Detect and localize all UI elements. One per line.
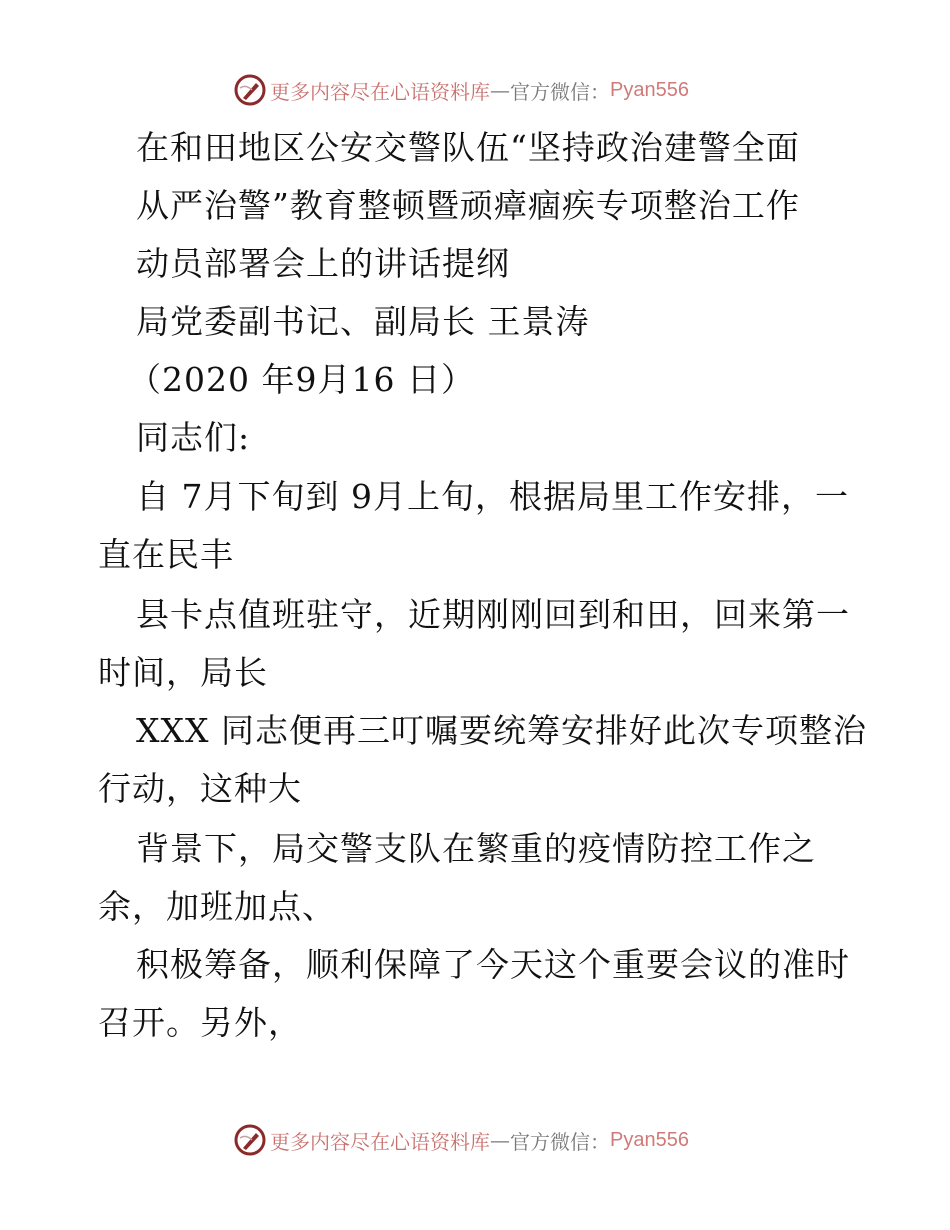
body-line: 积极筹备，顺利保障了今天这个重要会议的准时 <box>136 945 850 984</box>
watermark-site-text: 更多内容尽在心语资料库 <box>270 1129 490 1154</box>
body-line: 直在民丰 <box>98 535 234 574</box>
body-line: 县卡点值班驻守，近期刚刚回到和田，回来第一 <box>136 595 850 634</box>
body-line: 自 7月下旬到 9月上旬，根据局里工作安排，一 <box>136 477 849 516</box>
body-line: XXX 同志便再三叮嘱要统筹安排好此次专项整治 <box>136 711 867 750</box>
watermark-site-text: 更多内容尽在心语资料库 <box>270 79 490 104</box>
body-line: 时间，局长 <box>98 653 268 692</box>
salutation: 同志们: <box>136 418 251 457</box>
footer-watermark <box>234 1123 689 1157</box>
body-line: 召开。另外， <box>98 1003 302 1042</box>
body-line: 背景下，局交警支队在繁重的疫情防控工作之 <box>136 829 816 868</box>
watermark-account: Pyan556 <box>610 1128 689 1151</box>
title-line-1: 在和田地区公安交警队伍“坚持政治建警全面 <box>136 128 800 167</box>
watermark-label: 官方微信： <box>510 79 610 104</box>
body-line: 行动，这种大 <box>98 769 302 808</box>
watermark-dash: — <box>490 1128 510 1152</box>
pen-logo-icon <box>234 1124 266 1156</box>
watermark-dash: — <box>490 78 510 102</box>
watermark-account: Pyan556 <box>610 78 689 101</box>
header-watermark <box>234 73 689 107</box>
pen-logo-icon <box>234 74 266 106</box>
body-line: 余，加班加点、 <box>98 887 336 926</box>
title-line-2: 从严治警”教育整顿暨顽瘴痼疾专项整治工作 <box>136 186 800 225</box>
watermark-label: 官方微信： <box>510 1129 610 1154</box>
author-line: 局党委副书记、副局长 王景涛 <box>136 302 590 341</box>
date-line: （2020 年9月16 日） <box>128 360 475 399</box>
title-line-3: 动员部署会上的讲话提纲 <box>136 244 510 283</box>
